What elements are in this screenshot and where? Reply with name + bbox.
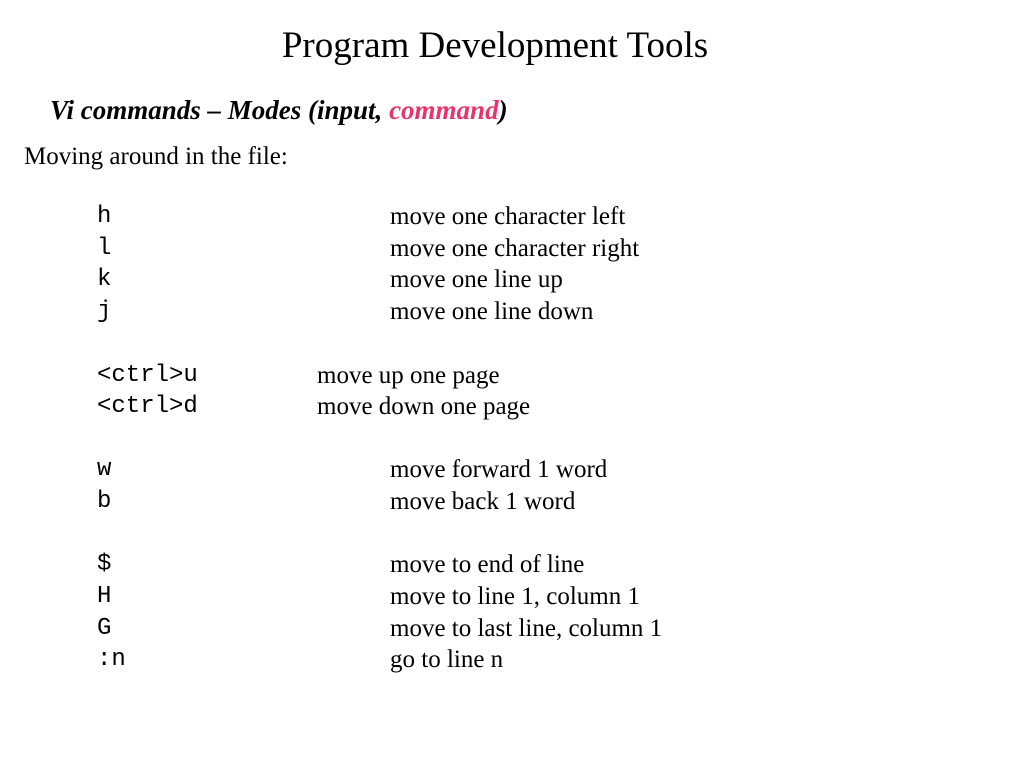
command-description: move to end of line bbox=[390, 551, 585, 578]
command-key: h bbox=[97, 203, 112, 230]
command-description: move one character left bbox=[390, 203, 626, 230]
subtitle-prefix: Vi commands – Modes (input, bbox=[50, 95, 390, 125]
command-key: j bbox=[97, 298, 112, 325]
command-key: $ bbox=[97, 551, 112, 578]
command-description: move up one page bbox=[317, 362, 500, 389]
command-key: <ctrl>d bbox=[97, 393, 198, 420]
command-description: move forward 1 word bbox=[390, 456, 608, 483]
subtitle-accent-word: command bbox=[389, 95, 499, 125]
command-key: <ctrl>u bbox=[97, 362, 198, 389]
command-description: move one line up bbox=[390, 266, 563, 293]
intro-text: Moving around in the file: bbox=[24, 143, 288, 170]
command-key: b bbox=[97, 488, 112, 515]
slide-subtitle bbox=[50, 93, 508, 127]
command-key: G bbox=[97, 615, 112, 642]
command-description: move back 1 word bbox=[390, 488, 576, 515]
command-key: l bbox=[97, 235, 112, 262]
command-description: move to last line, column 1 bbox=[390, 615, 663, 642]
subtitle-suffix: ) bbox=[498, 95, 508, 125]
command-key: H bbox=[97, 583, 112, 610]
command-key: k bbox=[97, 266, 112, 293]
command-description: move down one page bbox=[317, 393, 531, 420]
slide-title: Program Development Tools bbox=[281, 25, 709, 66]
command-description: move to line 1, column 1 bbox=[390, 583, 640, 610]
command-key: w bbox=[97, 456, 112, 483]
command-description: go to line n bbox=[390, 646, 504, 673]
command-description: move one line down bbox=[390, 298, 594, 325]
command-description: move one character right bbox=[390, 235, 640, 262]
command-key: :n bbox=[97, 646, 126, 673]
